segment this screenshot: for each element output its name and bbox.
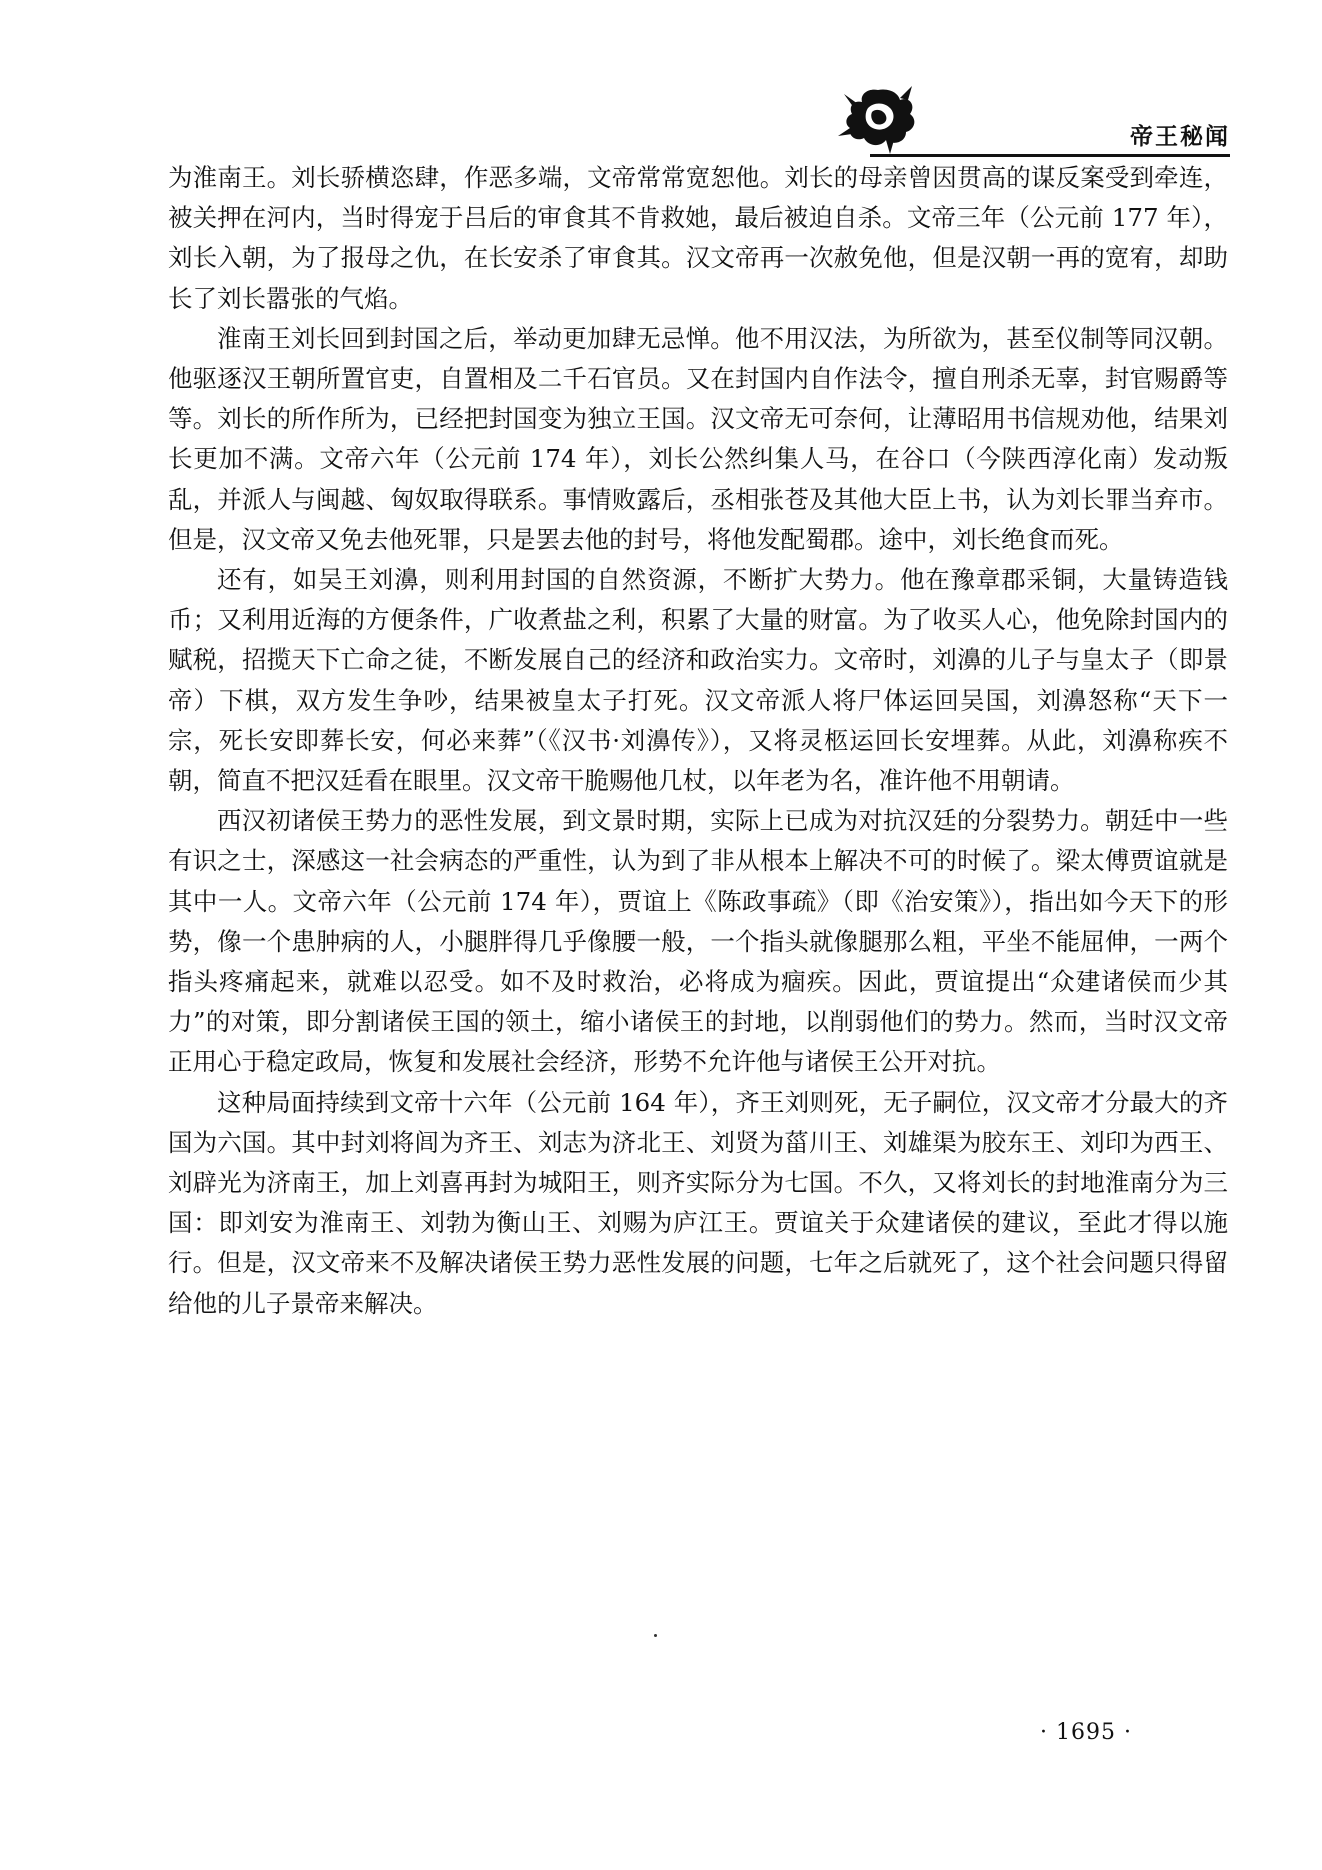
paragraph-4: 西汉初诸侯王势力的恶性发展，到文景时期，实际上已成为对抗汉廷的分裂势力。朝廷中一些有识之士，深感这一社会病态的严重性，认为到了非从根本上解决不可的时候了。梁太傅贾谊就是其中一人。文帝六年（公元前 174 年），贾谊上《陈政事疏》（即《治安策》），指出如今天下的形势，像一个患肿病的人，小腿胖得几乎像腰一般，一个指头就像腿那么粗，平坐不能屈伸，一两个指头疼痛起来，就难以忍受。如不及时救治，必将成为痼疾。因此，贾谊提出“众建诸侯而少其力”的对策，即分割诸侯王国的领土，缩小诸侯王的封地，以削弱他们的势力。然而，当时汉文帝正用心于稳定政局，恢复和发展社会经济，形势不允许他与诸侯王公开对抗。 xyxy=(168,806,1228,1077)
paragraph-5: 这种局面持续到文帝十六年（公元前 164 年），齐王刘则死，无子嗣位，汉文帝才分最大的齐国为六国。其中封刘将闾为齐王、刘志为济北王、刘贤为菑川王、刘雄渠为胶东王、刘印为西王、刘辟光为济南王，加上刘喜再封为城阳王，则齐实际分为七国。不久，又将刘长的封地淮南分为三国：即刘安为淮南王、刘勃为衡山王、刘赐为庐江王。贾谊关于众建诸侯的建议，至此才得以施行。但是，汉文帝来不及解决诸侯王势力恶性发展的问题，七年之后就死了，这个社会问题只得留给他的儿子景帝来解决。 xyxy=(168,1087,1228,1318)
header-rule xyxy=(870,154,1230,157)
running-header xyxy=(820,84,1230,164)
header-title: 帝王秘闻 xyxy=(1130,124,1230,150)
paragraph-3: 还有，如吴王刘濞，则利用封国的自然资源，不断扩大势力。他在豫章郡采铜，大量铸造钱币；又利用近海的方便条件，广收煮盐之利，积累了大量的财富。为了收买人心，他免除封国内的赋税，招揽天下亡命之徒，不断发展自己的经济和政治实力。文帝时，刘濞的儿子与皇太子（即景帝）下棋，双方发生争吵，结果被皇太子打死。汉文帝派人将尸体运回吴国，刘濞怒称“天下一宗，死长安即葬长安，何必来葬”（《汉书·刘濞传》），又将灵柩运回长安埋葬。从此，刘濞称疾不朝，简直不把汉廷看在眼里。汉文帝干脆赐他几杖，以年老为名，准许他不用朝请。 xyxy=(168,565,1228,796)
print-speck xyxy=(654,1634,657,1637)
page-body xyxy=(168,158,1228,1324)
paragraph-2: 淮南王刘长回到封国之后，举动更加肆无忌惮。他不用汉法，为所欲为，甚至仪制等同汉朝。他驱逐汉王朝所置官吏，自置相及二千石官员。又在封国内自作法令，擅自刑杀无辜，封官赐爵等等。刘长的所作所为，已经把封国变为独立王国。汉文帝无可奈何，让薄昭用书信规劝他，结果刘长更加不满。文帝六年（公元前 174 年），刘长公然纠集人马，在谷口（今陕西淳化南）发动叛乱，并派人与闽越、匈奴取得联系。事情败露后，丞相张苍及其他大臣上书，认为刘长罪当弃市。但是，汉文帝又免去他死罪，只是罢去他的封号，将他发配蜀郡。途中，刘长绝食而死。 xyxy=(168,323,1228,554)
paragraph-1: 为淮南王。刘长骄横恣肆，作恶多端，文帝常常宽恕他。刘长的母亲曾因贯高的谋反案受到牵连，被关押在河内，当时得宠于吕后的审食其不肯救她，最后被迫自杀。文帝三年（公元前 177 年），刘长入朝，为了报母之仇，在长安杀了审食其。汉文帝再一次赦免他，但是汉朝一再的宽宥，却助长了刘长嚣张的气焰。 xyxy=(168,163,1228,313)
page-number: · 1695 · xyxy=(1040,1720,1132,1745)
dragon-icon xyxy=(838,84,922,156)
